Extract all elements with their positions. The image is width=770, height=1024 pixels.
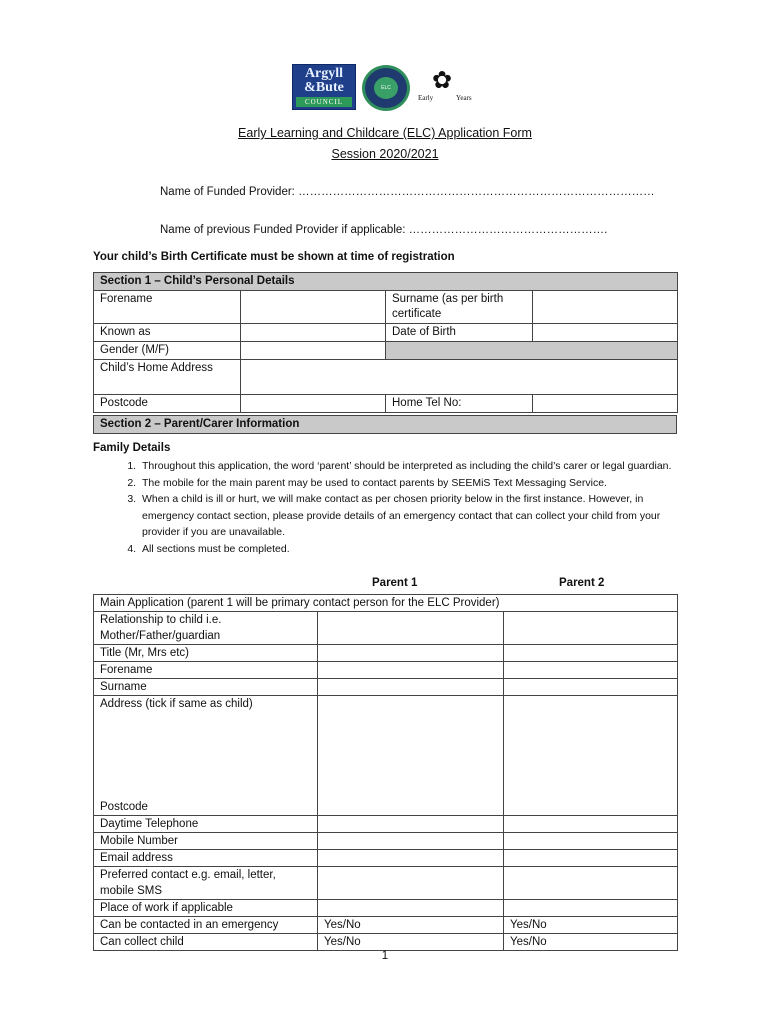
preferred-contact-label: Preferred contact e.g. email, letter, mobile SMS	[94, 867, 318, 900]
argyll-bute-council-logo	[292, 64, 356, 110]
family-details-heading: Family Details	[93, 442, 171, 454]
parent2-collect-yes-no[interactable]: Yes/No	[504, 934, 678, 951]
child-figure-icon: ✿	[432, 67, 453, 94]
parent1-relationship-input[interactable]	[318, 612, 504, 645]
parent1-collect-yes-no[interactable]: Yes/No	[318, 934, 504, 951]
postcode-label: Postcode	[94, 799, 318, 816]
parent2-work-input[interactable]	[504, 900, 678, 917]
known-as-label: Known as	[94, 324, 241, 342]
parent1-preferred-input[interactable]	[318, 867, 504, 900]
parent1-emergency-yes-no[interactable]: Yes/No	[318, 917, 504, 934]
list-item: 1. Throughout this application, the word ‘parent’ should be interpreted as including the child’s carer or legal guardian.	[139, 458, 677, 475]
previous-provider-field[interactable]: Name of previous Funded Provider if applicable: …………………………………………….	[160, 224, 608, 236]
parent2-forename-input[interactable]	[504, 662, 678, 679]
dob-label: Date of Birth	[386, 324, 533, 342]
list-item: 3. When a child is ill or hurt, we will make contact as per chosen priority below in the first instance. However, in emergency contact section, please provide details of an emergency contact that can collect your child from your provider if you are unavailable.	[139, 491, 677, 541]
home-address-input[interactable]	[241, 360, 678, 395]
mobile-label: Mobile Number	[94, 833, 318, 850]
home-tel-label: Home Tel No:	[386, 395, 533, 413]
parent2-emergency-yes-no[interactable]: Yes/No	[504, 917, 678, 934]
parent1-work-input[interactable]	[318, 900, 504, 917]
parent2-heading: Parent 2	[559, 577, 605, 589]
parent2-mobile-input[interactable]	[504, 833, 678, 850]
emergency-label: Can be contacted in an emergency	[94, 917, 318, 934]
parent1-address-input[interactable]	[318, 696, 504, 816]
parent1-surname-input[interactable]	[318, 679, 504, 696]
parent1-title-input[interactable]	[318, 645, 504, 662]
section2-header: Section 2 – Parent/Carer Information	[94, 416, 677, 434]
early-years-logo	[416, 64, 482, 110]
funded-provider-field[interactable]: Name of Funded Provider: …………………………………………………………………………………	[160, 186, 655, 198]
parent2-preferred-input[interactable]	[504, 867, 678, 900]
logo-text: Years	[456, 94, 472, 102]
home-tel-input[interactable]	[533, 395, 678, 413]
postcode-input[interactable]	[241, 395, 386, 413]
parent2-daytime-tel-input[interactable]	[504, 816, 678, 833]
logo-bar	[0, 62, 770, 112]
instructions-list	[93, 458, 677, 557]
shaded-cell	[386, 342, 678, 360]
parent1-daytime-tel-input[interactable]	[318, 816, 504, 833]
section2-header-table	[93, 415, 677, 434]
logo-text: Argyll	[304, 66, 344, 81]
forename-input[interactable]	[241, 291, 386, 324]
parent-details-table	[93, 594, 678, 951]
work-label: Place of work if applicable	[94, 900, 318, 917]
section1-table	[93, 272, 678, 413]
parent1-heading: Parent 1	[372, 577, 418, 589]
elc-circle-logo	[362, 65, 410, 111]
list-item: 4. All sections must be completed.	[139, 541, 677, 558]
parent2-relationship-input[interactable]	[504, 612, 678, 645]
forename-label: Forename	[94, 662, 318, 679]
parent1-mobile-input[interactable]	[318, 833, 504, 850]
collect-label: Can collect child	[94, 934, 318, 951]
known-as-input[interactable]	[241, 324, 386, 342]
logo-text: Early	[418, 94, 434, 102]
section1-header: Section 1 – Child’s Personal Details	[94, 273, 678, 291]
session-title: Session 2020/2021	[331, 147, 439, 161]
gender-input[interactable]	[241, 342, 386, 360]
parent1-email-input[interactable]	[318, 850, 504, 867]
page-number: 1	[381, 950, 389, 962]
daytime-tel-label: Daytime Telephone	[94, 816, 318, 833]
list-item: 2. The mobile for the main parent may be used to contact parents by SEEMiS Text Messaging Service.	[139, 475, 677, 492]
main-application-row: Main Application (parent 1 will be primary contact person for the ELC Provider)	[94, 595, 678, 612]
parent2-title-input[interactable]	[504, 645, 678, 662]
address-label: Address (tick if same as child)	[94, 696, 318, 800]
logo-text: COUNCIL	[296, 97, 352, 107]
email-label: Email address	[94, 850, 318, 867]
parent2-surname-input[interactable]	[504, 679, 678, 696]
surname-label: Surname	[94, 679, 318, 696]
logo-text: ELC	[374, 77, 398, 99]
parent2-email-input[interactable]	[504, 850, 678, 867]
relationship-label: Relationship to child i.e. Mother/Father/guardian	[94, 612, 318, 645]
birth-certificate-note: Your child’s Birth Certificate must be shown at time of registration	[93, 251, 455, 263]
parent1-forename-input[interactable]	[318, 662, 504, 679]
dob-input[interactable]	[533, 324, 678, 342]
parent2-address-input[interactable]	[504, 696, 678, 816]
postcode-label: Postcode	[94, 395, 241, 413]
surname-input[interactable]	[533, 291, 678, 324]
title-label: Title (Mr, Mrs etc)	[94, 645, 318, 662]
logo-text: &Bute	[304, 80, 344, 95]
form-title: Early Learning and Childcare (ELC) Application Form	[238, 126, 532, 140]
forename-label: Forename	[94, 291, 241, 324]
home-address-label: Child’s Home Address	[94, 360, 241, 395]
gender-label: Gender (M/F)	[94, 342, 241, 360]
surname-label: Surname (as per birth certificate	[386, 291, 533, 324]
